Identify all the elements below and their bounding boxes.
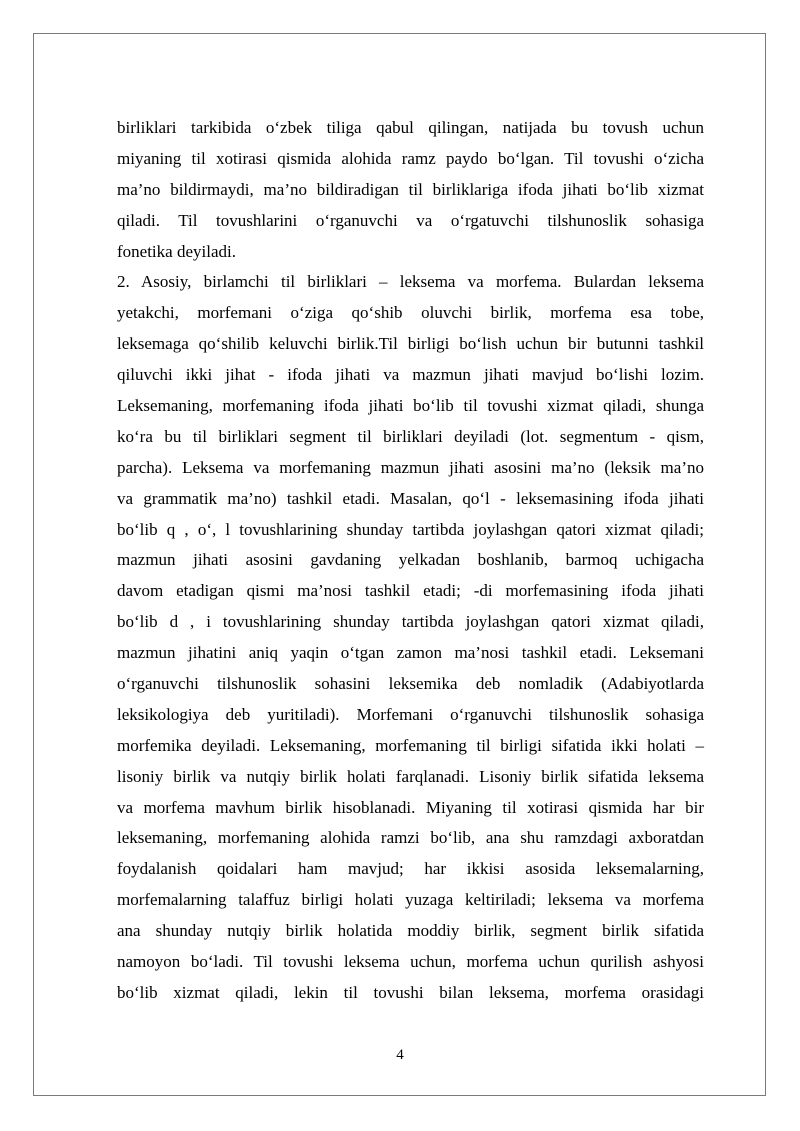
text-line: foydalanish qoidalari ham mavjud; har ikkisi asosida leksemalarning, — [117, 859, 704, 879]
page-number: 4 — [396, 1047, 404, 1063]
text-line: mazmun jihati asosini gavdaning yelkadan boshlanib, barmoq uchigacha — [117, 550, 704, 570]
text-line: lisoniy birlik va nutqiy birlik holati farqlanadi. Lisoniy birlik sifatida leksema — [117, 766, 704, 786]
text-line: leksikologiya deb yuritiladi). Morfemani o‘rganuvchi tilshunoslik sohasiga — [117, 704, 704, 724]
text-line: va morfema mavhum birlik hisoblanadi. Miyaning til xotirasi qismida har bir — [117, 797, 704, 817]
text-line: ana shunday nutqiy birlik holatida moddiy birlik, segment birlik sifatida — [117, 921, 704, 941]
text-line: va grammatik ma’no) tashkil etadi. Masalan, qo‘l - leksemasining ifoda jihati — [117, 488, 704, 508]
text-line: fonetika deyiladi. — [117, 241, 236, 261]
text-line: yetakchi, morfemani o‘ziga qo‘shib oluvchi birlik, morfema esa tobe, — [117, 303, 704, 323]
text-line: Leksemaning, morfemaning ifoda jihati bo‘lib til tovushi xizmat qiladi, shunga — [117, 396, 704, 416]
text-line: birliklari tarkibida o‘zbek tiliga qabul qilingan, natijada bu tovush uchun — [117, 118, 704, 137]
text-line: mazmun jihatini aniq yaqin o‘tgan zamon ma’nosi tashkil etadi. Leksemani — [117, 643, 704, 663]
text-line: morfemika deyiladi. Leksemaning, morfemaning til birligi sifatida ikki holati – — [117, 735, 704, 755]
text-line: leksemaning, morfemaning alohida ramzi bo‘lib, ana shu ramzdagi axboratdan — [117, 828, 704, 848]
text-line: qiluvchi ikki jihat - ifoda jihati va mazmun jihati mavjud bo‘lishi lozim. — [117, 365, 704, 385]
text-line: morfemalarning talaffuz birligi holati yuzaga keltiriladi; leksema va morfema — [117, 890, 704, 910]
text-line: davom etadigan qismi ma’nosi tashkil etadi; -di morfemasining ifoda jihati — [117, 581, 704, 601]
text-line: bo‘lib d , i tovushlarining shunday tartibda joylashgan qatori xizmat qiladi, — [117, 612, 704, 632]
body-text — [117, 113, 704, 1009]
text-line: ma’no bildirmaydi, ma’no bildiradigan til birliklariga ifoda jihati bo‘lib xizmat — [117, 179, 704, 199]
text-line: 2. Asosiy, birlamchi til birliklari – leksema va morfema. Bulardan leksema — [117, 272, 704, 292]
text-line: ko‘ra bu til birliklari segment til birliklari deyiladi (lot. segmentum - qism, — [117, 426, 704, 446]
text-line: parcha). Leksema va morfemaning mazmun jihati asosini ma’no (leksik ma’no — [117, 457, 704, 477]
text-line: miyaning til xotirasi qismida alohida ramz paydo bo‘lgan. Til tovushi o‘zicha — [117, 148, 704, 168]
text-line: bo‘lib xizmat qiladi, lekin til tovushi bilan leksema, morfema orasidagi — [117, 982, 704, 1002]
text-line: namoyon bo‘ladi. Til tovushi leksema uchun, morfema uchun qurilish ashyosi — [117, 952, 704, 972]
text-line: o‘rganuvchi tilshunoslik sohasini leksemika deb nomladik (Adabiyotlarda — [117, 674, 704, 694]
text-line: leksemaga qo‘shilib keluvchi birlik.Til birligi bo‘lish uchun bir butunni tashkil — [117, 334, 704, 354]
text-line: bo‘lib q , o‘, l tovushlarining shunday tartibda joylashgan qatori xizmat qiladi; — [117, 519, 704, 539]
text-line: qiladi. Til tovushlarini o‘rganuvchi va o‘rgatuvchi tilshunoslik sohasiga — [117, 210, 704, 230]
